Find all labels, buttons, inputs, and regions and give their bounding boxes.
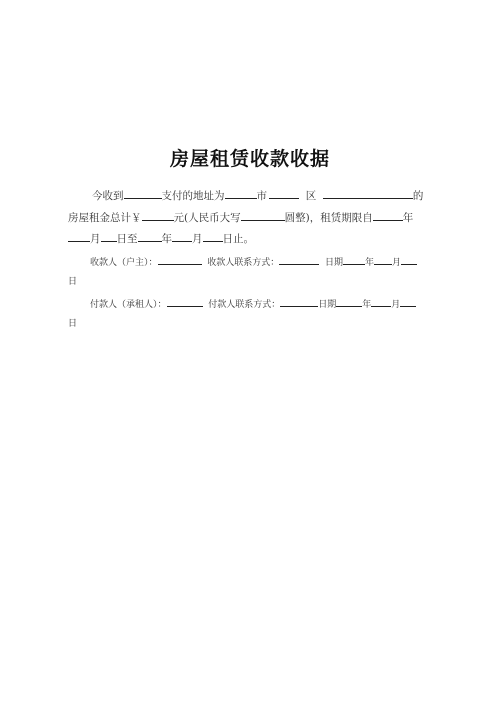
text-year: 年 <box>362 300 372 310</box>
district-blank[interactable] <box>269 189 299 199</box>
text-day-end: 日止。 <box>222 233 254 245</box>
text-month: 月 <box>392 258 402 268</box>
text-day: 日 <box>68 277 78 287</box>
payee-date-label: 日期 <box>325 258 344 268</box>
payer-name-blank[interactable] <box>124 189 162 199</box>
payee-day-blank[interactable] <box>401 255 417 265</box>
payer-day-blank[interactable] <box>400 297 416 307</box>
payer-year-blank[interactable] <box>336 297 362 307</box>
text-city: 市 <box>256 190 267 202</box>
start-month-blank[interactable] <box>68 232 90 242</box>
city-blank[interactable] <box>225 189 257 199</box>
payer-label: 付款人（承租人）： <box>90 300 167 310</box>
text-received-from: 今收到 <box>92 190 124 202</box>
text-year: 年 <box>161 233 172 245</box>
payer-contact-label: 付款人联系方式： <box>208 300 281 310</box>
amount-blank[interactable] <box>142 211 174 221</box>
payee-contact-blank[interactable] <box>279 255 319 265</box>
payee-info-line <box>68 254 430 292</box>
text-district: 区 <box>305 190 317 202</box>
text-month: 月 <box>391 300 401 310</box>
payer-name-blank[interactable] <box>167 297 203 307</box>
payer-date-label: 日期 <box>318 300 337 310</box>
end-day-blank[interactable] <box>203 232 223 242</box>
text-address-is: 支付的地址为 <box>161 190 225 202</box>
payer-contact-blank[interactable] <box>280 297 318 307</box>
payee-label: 收款人（户主）： <box>90 258 158 268</box>
text-day: 日 <box>68 319 78 329</box>
payee-month-blank[interactable] <box>374 255 392 265</box>
text-year: 年 <box>402 211 414 224</box>
address-blank[interactable] <box>323 189 413 199</box>
payer-month-blank[interactable] <box>371 297 391 307</box>
payee-year-blank[interactable] <box>343 255 365 265</box>
end-year-blank[interactable] <box>138 232 162 242</box>
payer-info-line <box>68 296 430 334</box>
text-lease-term-from: 圆整)，租赁期限自 <box>284 211 373 224</box>
document-title: 房屋租赁收款收据 <box>169 148 330 170</box>
payee-name-blank[interactable] <box>158 255 202 265</box>
amount-uppercase-blank[interactable] <box>241 211 285 221</box>
text-month: 月 <box>192 233 203 245</box>
payee-contact-label: 收款人联系方式： <box>207 258 280 268</box>
text-month: 月 <box>90 233 101 245</box>
receipt-body-paragraph <box>68 186 430 251</box>
text-day-to: 日至 <box>116 233 138 245</box>
start-day-blank[interactable] <box>101 232 117 242</box>
end-month-blank[interactable] <box>172 232 192 242</box>
text-yuan-rmb-uppercase: 元(人民币大写 <box>173 211 241 224</box>
start-year-blank[interactable] <box>373 211 403 221</box>
text-rent-total: 的房屋租金总计￥ <box>68 190 424 224</box>
text-year: 年 <box>365 258 375 268</box>
